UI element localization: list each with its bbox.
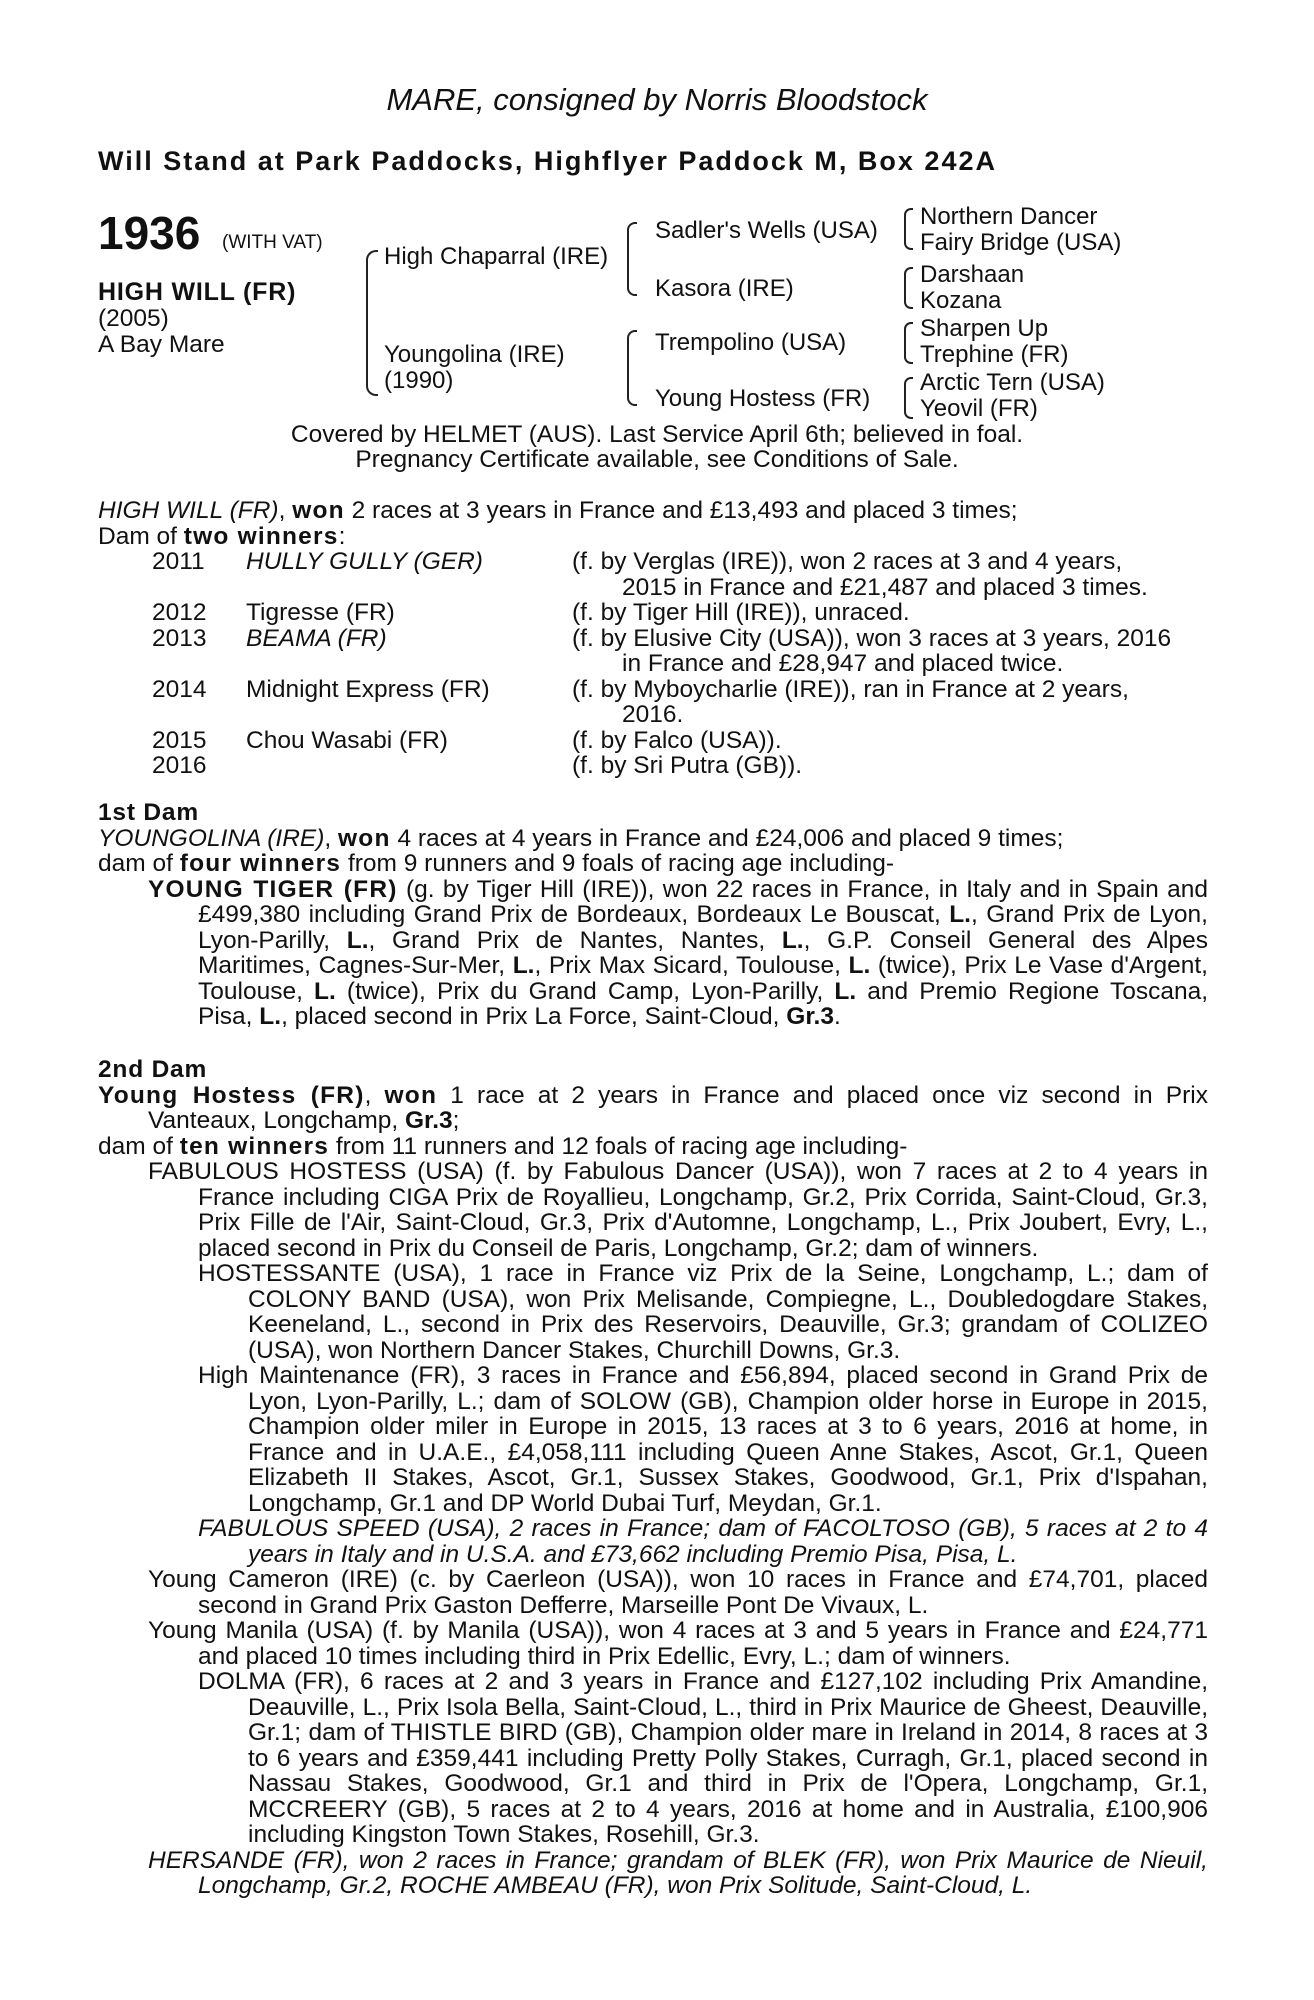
pedigree-brace-g1 <box>904 208 913 250</box>
pedigree-brace-g4 <box>904 377 913 419</box>
pedigree-g8: Yeovil (FR) <box>920 395 1038 422</box>
foal-year: 2013 <box>152 624 207 652</box>
dam-of-prefix: Dam of <box>98 522 184 550</box>
foal-detail: (f. by Verglas (IRE)), won 2 races at 3 and 4 years, <box>572 548 1123 575</box>
dolma-entry: DOLMA (FR), 6 races at 2 and 3 years in France and £127,102 including Prix Amandine, Deauville, L., Prix Isola Bella, Saint-Cloud, L., third in Prix Maurice de Gheest, Deauville, Gr.1; dam of THISTLE BIRD (GB), Champion older mare in Ireland in 2014, 8 races at 3 to 6 years and £359,441 including Pretty Polly Stakes, Curragh, Gr.1, placed second in Nassau Stakes, Goodwood, Gr.1 and third in Prix de l'Opera, Longchamp, Gr.1, MCCREERY (GB), 5 races at 2 to 4 years, 2016 at home and in Australia, £100,906 including Kingston Town Stakes, Rosehill, Gr.3. <box>198 1668 1208 1848</box>
won-label: won <box>292 497 345 524</box>
second-dam-record: Young Hostess (FR), won 1 race at 2 years in France and placed once viz second in Prix Vanteaux, Longchamp, Gr.3; <box>98 1081 1208 1134</box>
foal-list <box>152 549 1210 779</box>
listed-label: L. <box>949 901 971 928</box>
foal-name: Chou Wasabi (FR) <box>246 726 448 754</box>
foal-detail-cont: 2016. <box>622 701 684 728</box>
pedigree-dam-sire: Trempolino (USA) <box>655 329 847 356</box>
produce-intro: HIGH WILL (FR), won 2 races at 3 years in France and £13,493 and placed 3 times; <box>98 497 1018 524</box>
foal-year: 2016 <box>152 752 207 779</box>
foal-row <box>152 677 1210 728</box>
first-dam-heading: 1st Dam <box>98 799 199 826</box>
foal-name: Tigresse (FR) <box>246 599 395 626</box>
runner-text: , G.P. Conseil General des Alpes Maritimes, Cagnes-Sur-Mer, <box>198 926 1208 979</box>
pedigree-g2: Fairy Bridge (USA) <box>920 229 1122 256</box>
pedigree-brace-sire <box>627 222 637 296</box>
first-dam-text: 4 races at 4 years in France and £24,006 and placed 9 times; <box>390 824 1064 852</box>
foal-row <box>152 728 1210 754</box>
young-tiger-entry <box>98 877 1208 1030</box>
stand-location: Will Stand at Park Paddocks, Highflyer Paddock M, Box 242A <box>98 146 997 176</box>
second-dam-text: ; <box>452 1107 460 1134</box>
pedigree-g1: Northern Dancer <box>920 203 1098 230</box>
horse-name: HIGH WILL (FR) <box>98 278 297 306</box>
runner-text: (twice), Prix Le Vase d'Argent, Toulouse, <box>198 952 1208 1005</box>
runner-text: (twice), Prix du Grand Camp, Lyon-Parilly, <box>335 977 835 1005</box>
listed-label: L. <box>512 952 535 979</box>
fabulous-hostess-entry: FABULOUS HOSTESS (USA) (f. by Fabulous Dancer (USA)), won 7 races at 2 to 4 years in France including CIGA Prix de Royallieu, Longchamp, Gr.2, Prix Corrida, Saint-Cloud, Gr.3, Prix Fille de l'Air, Saint-Cloud, Gr.3, Prix d'Automne, Longchamp, L., Prix Joubert, Evry, L., placed second in Prix du Conseil de Paris, Longchamp, Gr.2; dam of winners. <box>148 1158 1208 1262</box>
foal-detail-cont: in France and £28,947 and placed twice. <box>622 650 1064 677</box>
pedigree-dam: Youngolina (IRE) <box>384 341 565 368</box>
pedigree-sire: High Chaparral (IRE) <box>384 243 609 270</box>
listed-label: L. <box>346 926 369 954</box>
listed-label: L. <box>314 977 336 1005</box>
foal-year: 2012 <box>152 599 207 626</box>
pregnancy-line: Pregnancy Certificate available, see Conditions of Sale. <box>355 446 959 473</box>
dam-of-count: two winners <box>183 522 339 550</box>
pedigree-g4: Kozana <box>920 287 1002 314</box>
foal-detail: (f. by Elusive City (USA)), won 3 races at 3 years, 2016 <box>572 624 1172 652</box>
lot-number: 1936 <box>98 207 201 259</box>
pedigree-sire-dam: Kasora (IRE) <box>655 275 794 302</box>
runner-text: and Premio Regione Toscana, Pisa, <box>198 977 1209 1030</box>
second-dam-text: 1 race at 2 years in France and placed once viz second in Prix Vanteaux, Longchamp, <box>148 1081 1208 1134</box>
dam-of-suffix: : <box>338 522 346 550</box>
foal-row <box>152 549 1210 600</box>
foal-name: HULLY GULLY (GER) <box>246 548 483 575</box>
group-label: Gr.3 <box>404 1107 453 1134</box>
damof-text: from 9 runners and 9 foals of racing age including- <box>341 850 895 877</box>
horse-year: (2005) <box>98 305 169 332</box>
pedigree-g6: Trephine (FR) <box>920 341 1069 368</box>
foal-name: Midnight Express (FR) <box>246 675 490 703</box>
foal-detail: (f. by Tiger Hill (IRE)), unraced. <box>572 599 910 626</box>
second-dam-damof <box>98 1134 1208 1160</box>
pedigree-brace-g3 <box>904 322 913 364</box>
first-dam-name: YOUNGOLINA (IRE) <box>98 824 325 852</box>
page-title: MARE, consigned by Norris Bloodstock <box>386 82 928 117</box>
won-label: won <box>338 824 391 852</box>
damof-text: from 11 runners and 12 foals of racing age including- <box>329 1132 908 1160</box>
foal-detail: (f. by Falco (USA)). <box>572 726 782 754</box>
first-dam-damof <box>98 851 1208 877</box>
foal-year: 2014 <box>152 675 207 703</box>
second-dam-heading: 2nd Dam <box>98 1056 208 1083</box>
runner-text: , Grand Prix de Lyon, Lyon-Parilly, <box>198 901 1208 954</box>
foal-row <box>152 626 1210 677</box>
won-label: won <box>384 1081 438 1109</box>
listed-label: L. <box>848 952 871 979</box>
listed-label: L. <box>781 926 804 954</box>
runner-text: (g. by Tiger Hill (IRE)), won 22 races in France, in Italy and in Spain and £499,380 including Grand Prix de Bordeaux, Bordeaux Le Bouscat, <box>198 875 1208 928</box>
pedigree-g3: Darshaan <box>920 261 1025 288</box>
produce-intro-text: 2 races at 3 years in France and £13,493 and placed 3 times; <box>344 497 1018 524</box>
high-maintenance-entry: High Maintenance (FR), 3 races in France and £56,894, placed second in Grand Prix de Lyon, Lyon-Parilly, L.; dam of SOLOW (GB), Champion older horse in Europe in 2015, Champion older miler in Europe in 2015, 13 races at 3 to 6 years, 2016 at home, in France and in U.A.E., £4,058,111 including Queen Anne Stakes, Ascot, Gr.1, Queen Elizabeth II Stakes, Ascot, Gr.1, Sussex Stakes, Goodwood, Gr.1, Prix d'Ispahan, Longchamp, Gr.1 and DP World Dubai Turf, Meydan, Gr.1. <box>198 1362 1208 1517</box>
pedigree-brace-main <box>366 250 378 396</box>
foal-detail-cont: 2015 in France and £21,487 and placed 3 times. <box>622 573 1148 601</box>
foal-year: 2015 <box>152 726 207 754</box>
foal-detail: (f. by Myboycharlie (IRE)), ran in France at 2 years, <box>572 675 1129 703</box>
pedigree-dam-dam: Young Hostess (FR) <box>655 385 871 412</box>
damof-count: ten winners <box>179 1132 330 1160</box>
damof-prefix: dam of <box>98 1132 180 1160</box>
group-label: Gr.3 <box>786 1003 834 1030</box>
damof-prefix: dam of <box>98 850 180 877</box>
listed-label: L. <box>259 1003 282 1030</box>
covered-line: Covered by HELMET (AUS). Last Service April 6th; believed in foal. <box>290 421 1024 448</box>
young-manila-entry: Young Manila (USA) (f. by Manila (USA)), won 4 races at 3 and 5 years in France and £24,771 and placed 10 times including third in Prix Edellic, Evry, L.; dam of winners. <box>148 1617 1208 1670</box>
pedigree-brace-dam <box>627 330 637 406</box>
listed-label: L. <box>834 977 857 1005</box>
produce-section <box>98 498 1208 549</box>
first-dam-section <box>98 800 1208 1030</box>
young-cameron-entry: Young Cameron (IRE) (c. by Caerleon (USA)), won 10 races in France and £74,701, placed second in Grand Prix Gaston Defferre, Marseille Pont De Vivaux, L. <box>148 1566 1208 1619</box>
second-dam-section <box>98 1057 1208 1899</box>
pedigree-dam-year: (1990) <box>384 367 454 394</box>
foal-name: BEAMA (FR) <box>246 624 387 652</box>
runner-text: , Grand Prix de Nantes, Nantes, <box>368 926 782 954</box>
runner-text: , placed second in Prix La Force, Saint-Cloud, <box>281 1003 787 1030</box>
vat-label: (WITH VAT) <box>222 232 323 253</box>
pedigree-g5: Sharpen Up <box>920 315 1049 342</box>
hersande-entry: HERSANDE (FR), won 2 races in France; grandam of BLEK (FR), won Prix Maurice de Nieuil, Longchamp, Gr.2, ROCHE AMBEAU (FR), won Prix Solitude, Saint-Cloud, L. <box>148 1846 1208 1899</box>
foal-row <box>152 753 1210 779</box>
damof-count: four winners <box>179 850 342 877</box>
pedigree-brace-g2 <box>904 267 913 309</box>
produce-mare-name: HIGH WILL (FR) <box>98 497 279 524</box>
runner-text: , Prix Max Sicard, Toulouse, <box>534 952 849 979</box>
hostessante-entry: HOSTESSANTE (USA), 1 race in France viz Prix de la Seine, Longchamp, L.; dam of COLONY BAND (USA), won Prix Melisande, Compiegne, L., Doubledogdare Stakes, Keeneland, L., second in Prix des Reservoirs, Deauville, Gr.3; grandam of COLIZEO (USA), won Northern Dancer Stakes, Churchill Downs, Gr.3. <box>198 1260 1208 1364</box>
runner-text: . <box>833 1003 841 1030</box>
first-dam-record: YOUNGOLINA (IRE), won 4 races at 4 years in France and £24,006 and placed 9 times; <box>98 824 1064 852</box>
runner-name: YOUNG TIGER (FR) <box>148 875 398 903</box>
fabulous-speed-entry: FABULOUS SPEED (USA), 2 races in France; dam of FACOLTOSO (GB), 5 races at 2 to 4 years in Italy and in U.S.A. and £73,662 including Premio Pisa, Pisa, L. <box>198 1515 1208 1568</box>
foal-year: 2011 <box>152 548 205 575</box>
second-dam-name: Young Hostess (FR) <box>98 1081 365 1109</box>
foal-detail: (f. by Sri Putra (GB)). <box>572 752 803 779</box>
foal-row <box>152 600 1210 626</box>
pedigree-sire-sire: Sadler's Wells (USA) <box>655 217 878 244</box>
dam-of-line <box>98 524 1208 550</box>
pedigree-g7: Arctic Tern (USA) <box>920 369 1105 396</box>
horse-description: A Bay Mare <box>98 331 225 358</box>
